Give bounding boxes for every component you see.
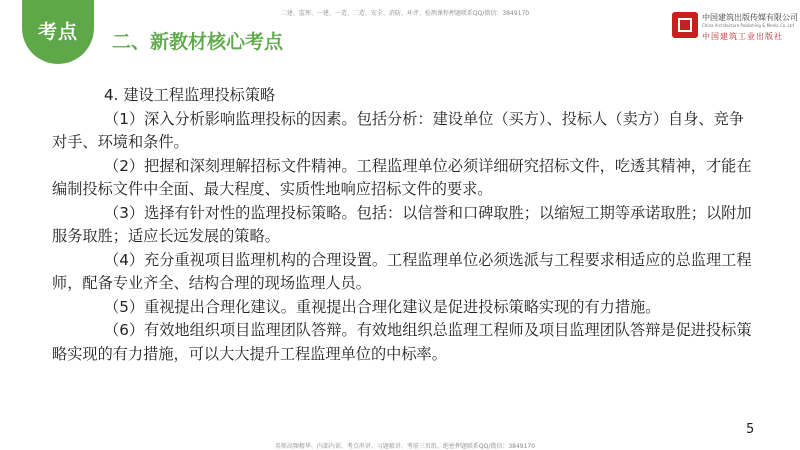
badge-label: 考点 bbox=[37, 21, 78, 43]
paragraph: （3）选择有针对性的监理投标策略。包括：以信誉和口碑取胜；以缩短工期等承诺取胜；以附加服务取胜；适应长远发展的策略。 bbox=[52, 203, 752, 245]
paragraph: （2）把握和深刻理解招标文件精神。工程监理单位必须详细研究招标文件，吃透其精神，才能在编制投标文件中全面、最大程度、实质性地响应招标文件的要求。 bbox=[52, 156, 752, 198]
page-number: 5 bbox=[746, 422, 755, 437]
paragraph: （6）有效地组织项目监理团队答辩。有效地组织总监理工程师及项目监理团队答辩是促进投标策略实现的有力措施，可以大大提升工程监理单位的中标率。 bbox=[52, 321, 752, 363]
section-title: 二、新教材核心考点 bbox=[112, 31, 284, 53]
topic-badge bbox=[22, 0, 94, 64]
publisher-logo-icon bbox=[672, 12, 698, 38]
bottom-watermark-note: 名师高频精华、内部内训、考点串讲、习题精讲、考前三页纸、绝密押题联系QQ/微信：3849170 bbox=[274, 443, 536, 450]
paragraph: （1）深入分析影响监理投标的因素。包括分析：建设单位（买方）、投标人（卖方）自身、竞争对手、环境和条件。 bbox=[52, 109, 744, 151]
publisher-name-en: China Architecture Publishing & Media Co.,Ltd bbox=[702, 23, 794, 28]
publisher-logo-block bbox=[672, 10, 796, 46]
paragraph: （4）充分重视项目监理机构的合理设置。工程监理单位必须选派与工程要求相适应的总监理工程师，配备专业齐全、结构合理的现场监理人员。 bbox=[52, 250, 752, 292]
publisher-name-cn: 中国建筑出版传媒有限公司 bbox=[702, 13, 798, 22]
top-watermark-note: 二建、监理、一建、一造、二造、安全、消防、环评、检测课程押题联系QQ/微信：3849170 bbox=[280, 10, 530, 17]
content-heading: 4. 建设工程监理投标策略 bbox=[104, 86, 276, 104]
paragraph: （5）重视提出合理化建议。重视提出合理化建议是促进投标策略实现的有力措施。 bbox=[104, 297, 661, 316]
slide-content bbox=[52, 84, 752, 366]
publisher-name-cn-secondary: 中国建筑工业出版社 bbox=[702, 32, 783, 41]
